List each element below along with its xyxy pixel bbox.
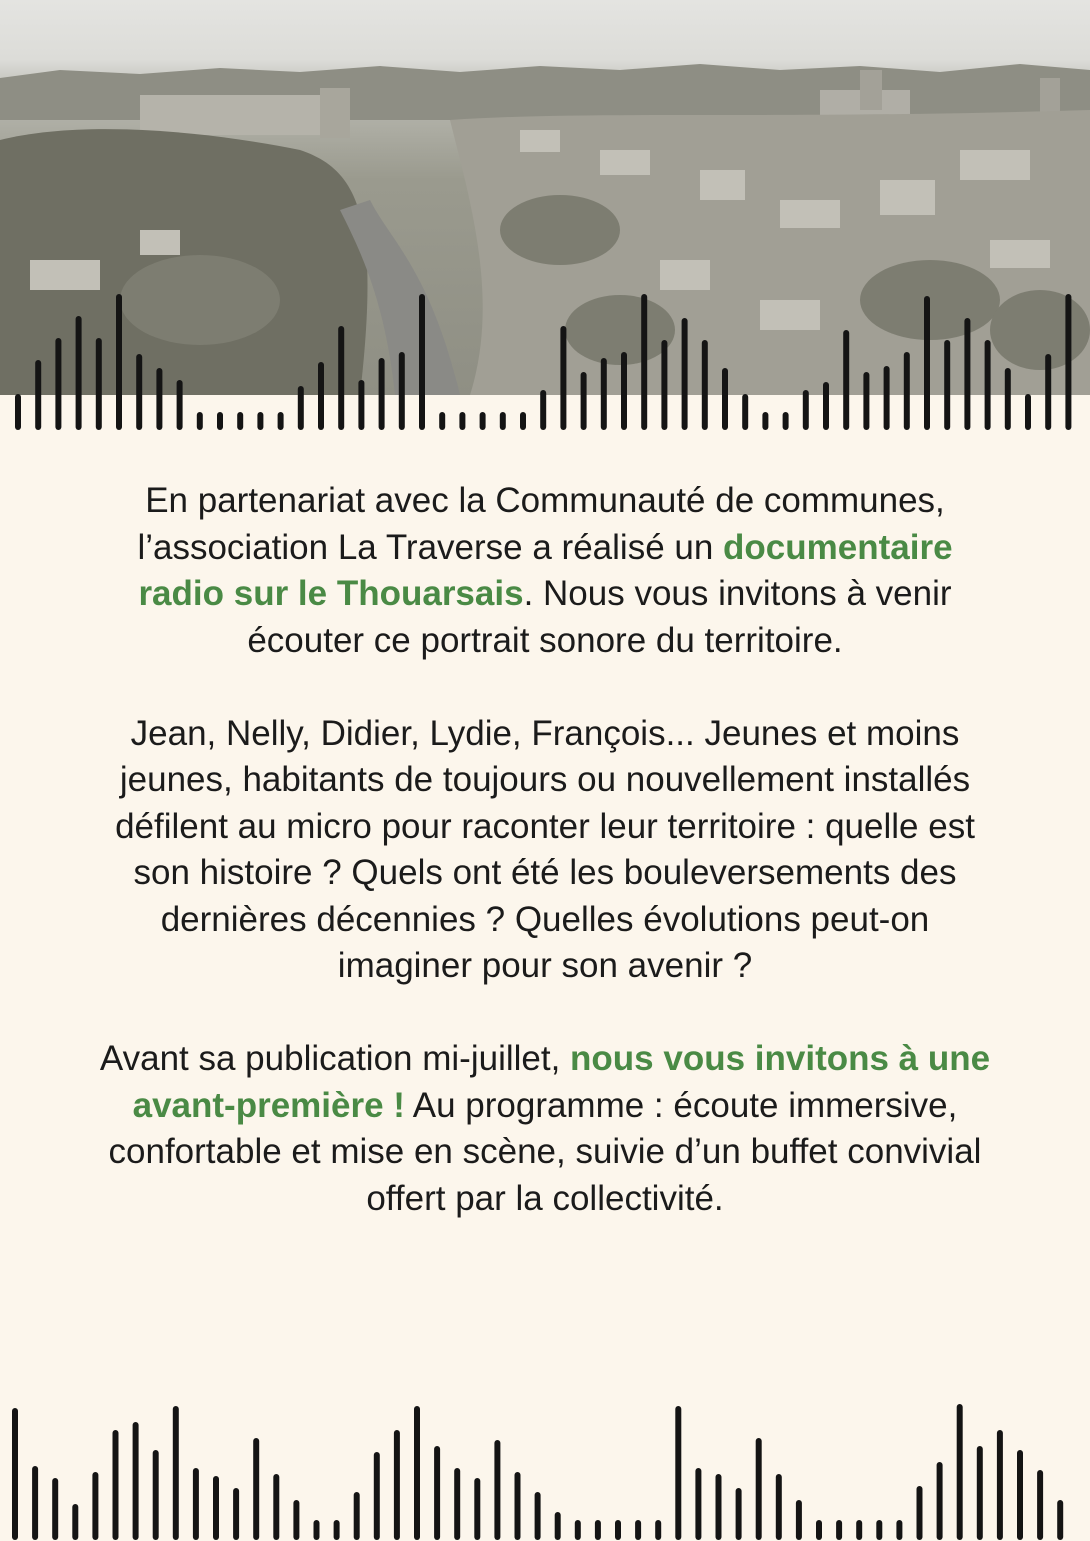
waveform-bar [153,1450,159,1540]
waveform-bar [273,1474,279,1540]
waveform-bar [439,412,445,430]
waveform-bar [944,340,950,430]
waveform-bar [434,1446,440,1540]
waveform-bar [379,358,385,430]
waveform-bar [661,340,667,430]
waveform-bar [997,1430,1003,1540]
waveform-bar [72,1504,78,1540]
waveform-bar [293,1500,299,1540]
waveform-bar [635,1520,641,1540]
waveform-bar [52,1478,58,1540]
waveform-bar [675,1406,681,1540]
waveform-bar [985,340,991,430]
waveform-bar [957,1404,963,1540]
waveform-bar [173,1406,179,1540]
waveform-bar [96,338,102,430]
waveform-bar [615,1520,621,1540]
waveform-bar [399,352,405,430]
waveform-bar [257,412,263,430]
waveform-bar [964,318,970,430]
waveform-bar [1025,394,1031,430]
waveform-bar [601,358,607,430]
waveform-bar [15,394,21,430]
waveform-bar [374,1452,380,1540]
waveform-bar [116,294,122,430]
waveform-bar [358,380,364,430]
waveform-bar [937,1462,943,1540]
waveform-bar [977,1446,983,1540]
paragraph-intro [95,478,995,664]
waveform-bar [156,368,162,430]
invitation-highlight: nous vous invitons à une avant-première ! [132,1039,991,1125]
waveform-bar [338,326,344,430]
waveform-bar [722,368,728,430]
waveform-bar [756,1438,762,1540]
waveform-bar [494,1440,500,1540]
waveform-bar [318,362,324,430]
waveform-bar [836,1520,842,1540]
waveform-bar [560,326,566,430]
waveform-bar [237,412,243,430]
waveform-bar [1065,294,1071,430]
invitation-text-end: Au programme : écoute immersive, confortable et mise en scène, suivie d’un buffet convivial offert par la collectivité. [108,1085,982,1218]
waveform-bar [595,1520,601,1540]
waveform-bar [641,294,647,430]
waveform-bar [843,330,849,430]
waveform-bar [655,1520,661,1540]
waveform-bar [1057,1500,1063,1540]
waveform-bar [197,412,203,430]
waveform-bar [783,412,789,430]
waveform-bar [803,390,809,430]
waveform-bar [1037,1470,1043,1540]
waveform-bar [233,1488,239,1540]
waveform-bar [555,1512,561,1540]
waveform-bar [177,380,183,430]
waveform-bar [621,352,627,430]
waveform-bar [884,366,890,430]
waveform-bar [924,296,930,430]
waveform-bar [816,1520,822,1540]
waveform-bar [474,1478,480,1540]
waveform-bar [133,1422,139,1540]
waveform-bar [863,372,869,430]
waveform-bar [76,316,82,430]
waveform-bar [419,294,425,430]
waveform-bar [904,352,910,430]
waveform-bar [702,340,708,430]
waveform-bar [136,354,142,430]
paragraph-testimonies: Jean, Nelly, Didier, Lydie, François... Jeunes et moins jeunes, habitants de toujours ou nouvellement installés défilent au micro pour raconter leur territoire : quelle est son histoire ? Quels ont été les bouleversements des dernières décennies ? Quelles évolutions peut-on imaginer pour son avenir ? [115,713,975,985]
waveform-top [0,290,1090,435]
waveform-bar [515,1472,521,1540]
waveform-bottom [0,1400,1090,1541]
paragraph-invitation [95,1036,995,1222]
waveform-bar [736,1488,742,1540]
waveform-bar [742,394,748,430]
waveform-bar [92,1472,98,1540]
waveform-bar [856,1520,862,1540]
waveform-bar [695,1468,701,1540]
waveform-bar [32,1466,38,1540]
waveform-bar [535,1492,541,1540]
waveform-bar [55,338,61,430]
waveform-bar [876,1520,882,1540]
body-text [95,478,995,1269]
waveform-bar [1045,354,1051,430]
waveform-bar [253,1438,259,1540]
waveform-bar [113,1430,119,1540]
waveform-bar [454,1468,460,1540]
waveform-bar [414,1406,420,1540]
waveform-bar [762,412,768,430]
waveform-bar [796,1500,802,1540]
waveform-bar [213,1476,219,1540]
intro-text: En partenariat avec la Communauté de communes, l’association La Traverse a réalisé un [137,481,945,567]
waveform-bar [1005,368,1011,430]
waveform-bar [823,382,829,430]
waveform-bar [581,372,587,430]
waveform-bar [459,412,465,430]
intro-text-end: . Nous vous invitons à venir écouter ce portrait sonore du territoire. [247,574,952,660]
waveform-bar [575,1520,581,1540]
waveform-bar [217,412,223,430]
waveform-bar [298,386,304,430]
intro-highlight: documentaire radio sur le Thouarsais [138,527,953,613]
waveform-bar [500,412,506,430]
waveform-bar [12,1408,18,1540]
waveform-bar [682,318,688,430]
waveform-bar [917,1486,923,1540]
waveform-bar [314,1520,320,1540]
waveform-bar [540,390,546,430]
waveform-bar [334,1520,340,1540]
waveform-bar [394,1430,400,1540]
waveform-bar [354,1492,360,1540]
waveform-bar [193,1468,199,1540]
waveform-bar [896,1520,902,1540]
waveform-bar [776,1474,782,1540]
waveform-bar [1017,1450,1023,1540]
waveform-bar [520,412,526,430]
waveform-bar [35,360,41,430]
invitation-text: Avant sa publication mi-juillet, [99,1039,571,1078]
waveform-bar [716,1474,722,1540]
waveform-bar [278,412,284,430]
waveform-bar [480,412,486,430]
